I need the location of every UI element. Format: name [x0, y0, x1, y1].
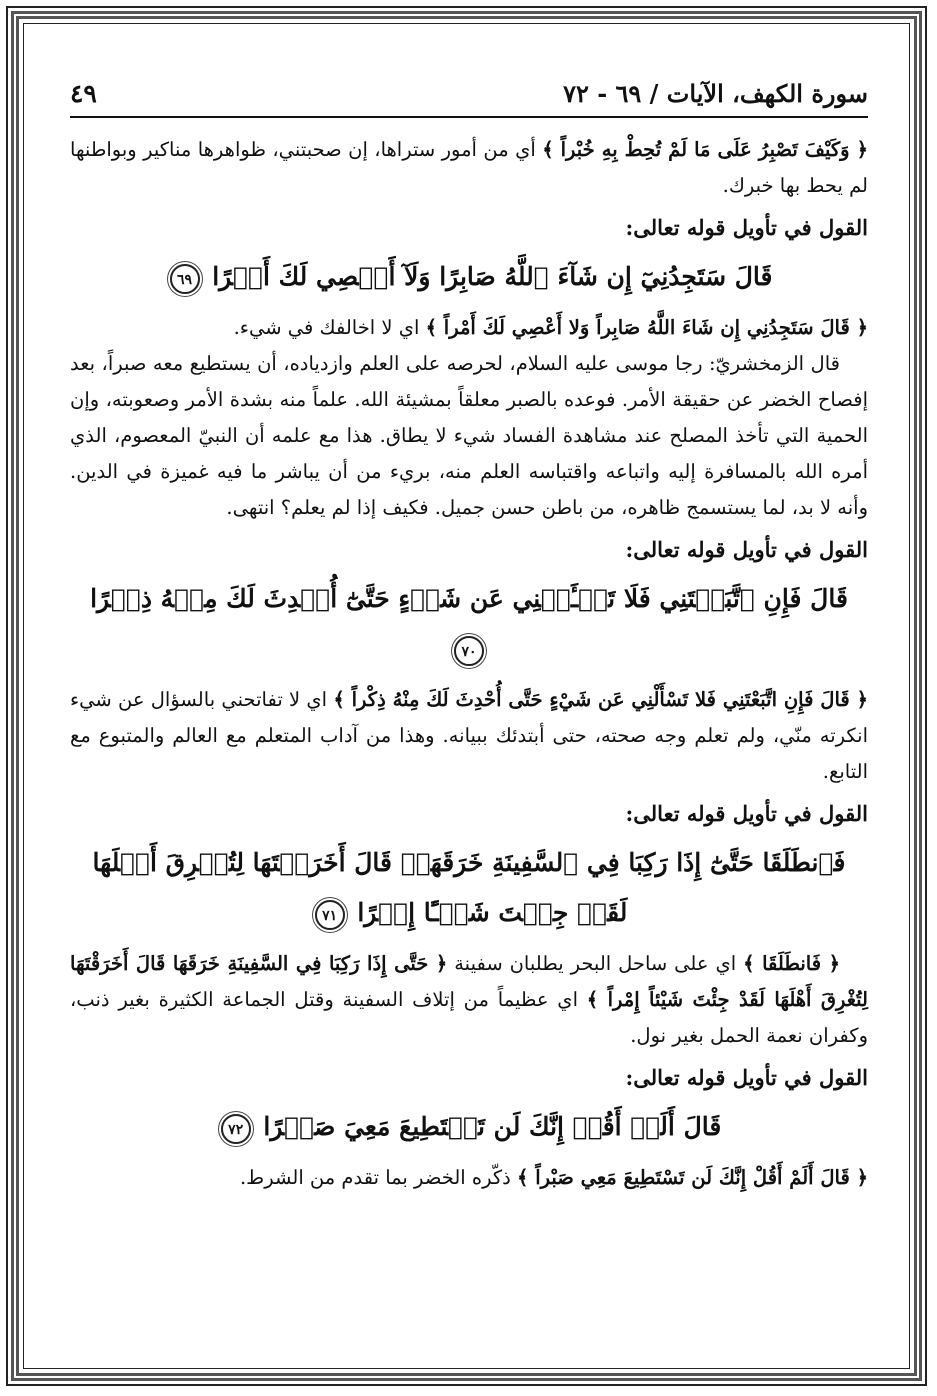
commentary-text: أي من أمور ستراها، إن صحبتني، ظواهرها مناكير وبواطنها لم يحط بها خبرك. — [70, 138, 868, 197]
section-heading: القول في تأويل قوله تعالى: — [625, 1065, 868, 1090]
verse-text: فَٱنطَلَقَا حَتَّىٰٓ إِذَا رَكِبَا فِي ٱلسَّفِينَةِ خَرَقَهَاۖ قَالَ أَخَرَقۡتَهَا لِتُغۡرِقَ أَهۡلَهَا لَقَدۡ جِئۡتَ شَيۡـًٔا إِمۡرًا — [92, 848, 846, 927]
quran-quote: ﴿ حَتَّى إِذَا رَكِبَا فِي السَّفِينَةِ خَرَقَهَا قَالَ أَخَرَقْتَهَا لِتُغْرِقَ أَهْلَهَا لَقَدْ جِئْتَ شَيْئاً إِمْراً ﴾ — [70, 952, 868, 1011]
section-heading: القول في تأويل قوله تعالى: — [625, 801, 868, 826]
ayah-number-icon: ٧١ — [315, 900, 345, 930]
commentary-text: اي عظيماً من إتلاف السفينة وقتل الجماعة الكثيرة بغير ذنب، وكفران نعمة الحمل بغير نول. — [70, 988, 868, 1047]
verse-70 — [70, 574, 868, 674]
commentary-text: اي لا تفاتحني بالسؤال عن شيء انكرته منّي، ولم تعلم وجه صحته، حتى أبتدئك ببيانه. وهذا من آداب المتعلم مع العالم والمتبوع مع التابع. — [70, 688, 868, 783]
paragraph-2 — [70, 310, 868, 346]
paragraph-6 — [70, 1160, 868, 1196]
paragraph-5 — [70, 946, 868, 1054]
section-heading: القول في تأويل قوله تعالى: — [625, 537, 868, 562]
commentary-text: ذكّره الخضر بما تقدم من الشرط. — [239, 1166, 518, 1189]
verse-72 — [70, 1102, 868, 1152]
verse-text: قَالَ فَإِنِ ٱتَّبَعۡتَنِي فَلَا تَسۡـَٔلۡنِي عَن شَيۡءٍ حَتَّىٰٓ أُحۡدِثَ لَكَ مِنۡهُ ذِكۡرًا — [90, 584, 848, 613]
ayah-number-icon: ٧٠ — [454, 636, 484, 666]
page-number: ٤٩ — [70, 79, 97, 108]
quran-quote: ﴿ فَانطَلَقَا ﴾ — [743, 952, 840, 975]
verse-71 — [70, 838, 868, 938]
verse-text: قَالَ سَتَجِدُنِيٓ إِن شَآءَ ٱللَّهُ صَابِرًا وَلَآ أَعۡصِي لَكَ أَمۡرًا — [212, 262, 773, 291]
paragraph-3: قال الزمخشريّ: رجا موسى عليه السلام، لحرصه على العلم وازدياده، أن يستطيع معه صبراً، بعد إفصاح الخضر عن حقيقة الأمر. فوعده بالصبر معلقاً بمشيئة الله. علماً منه بشدة الأمر وصعوبته، وإن الحمية التي تأخذ المصلح عند مشاهدة الفساد شيء لا يطاق. هذا مع علمه أن النبيّ المعصوم، الذي أمره الله بالمسافرة إليه واتباعه واقتباسه العلم منه، بريء من أن يباشر ما فيه غميزة في الدين. وأنه لا بد، لما يستسمج ظاهره، من باطن حسن جميل. فكيف إذا لم يعلم؟ انتهى. — [70, 352, 868, 519]
quran-quote: ﴿ قَالَ سَتَجِدُنِي إِن شَاءَ اللَّهُ صَابِراً وَلا أَعْصِي لَكَ أَمْراً ﴾ — [425, 316, 868, 339]
verse-text: قَالَ أَلَمۡ أَقُلۡ إِنَّكَ لَن تَسۡتَطِيعَ مَعِيَ صَبۡرًا — [263, 1112, 722, 1141]
paragraph-1 — [70, 132, 868, 204]
quran-quote: ﴿ وَكَيْفَ تَصْبِرُ عَلَى مَا لَمْ تُحِطْ بِهِ خُبْراً ﴾ — [542, 138, 868, 161]
ayah-number-icon: ٧٢ — [221, 1114, 251, 1144]
quran-quote: ﴿ قَالَ فَإِنِ اتَّبَعْتَنِي فَلا تَسْأَلْنِي عَن شَيْءٍ حَتَّى أُحْدِثَ لَكَ مِنْهُ ذِكْراً ﴾ — [333, 688, 868, 711]
verse-69 — [70, 252, 868, 302]
page-header — [70, 68, 868, 108]
paragraph-4 — [70, 682, 868, 790]
commentary-text: اي على ساحل البحر يطلبان سفينة — [447, 952, 744, 975]
commentary-text: اي لا اخالفك في شيء. — [233, 316, 426, 339]
section-heading: القول في تأويل قوله تعالى: — [625, 215, 868, 240]
ayah-number-icon: ٦٩ — [170, 264, 200, 294]
header-rule — [70, 116, 868, 118]
running-title: سورة الكهف، الآيات / ٦٩ - ٧٢ — [563, 79, 868, 108]
quran-quote: ﴿ قَالَ أَلَمْ أَقُلْ إِنَّكَ لَن تَسْتَطِيعَ مَعِي صَبْراً ﴾ — [517, 1166, 868, 1189]
page-content — [70, 68, 868, 1358]
